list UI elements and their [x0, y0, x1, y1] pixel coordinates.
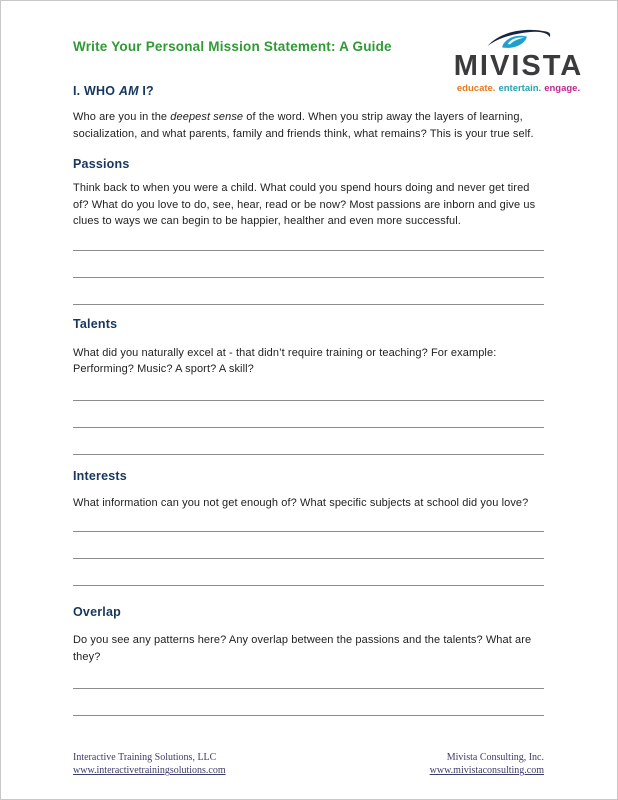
- footer-link-left[interactable]: www.interactivetrainingsolutions.com: [73, 765, 226, 776]
- document-content: [1, 1, 617, 716]
- paragraph-interests: What information can you not get enough of? What specific subjects at school did you love?: [73, 496, 529, 509]
- writing-line: [73, 695, 544, 716]
- tagline-educate: educate.: [456, 83, 496, 94]
- writing-line: [73, 230, 544, 251]
- paragraph-text: Who are you in the: [73, 111, 171, 123]
- paragraph-who-am-i: [73, 109, 544, 142]
- heading-text: I?: [138, 84, 154, 98]
- writing-line: [73, 538, 544, 559]
- footer-link-right[interactable]: www.mivistaconsulting.com: [429, 765, 544, 776]
- writing-line: [73, 434, 544, 455]
- writing-line: [73, 284, 544, 305]
- logo-wordmark: MIVISTA: [453, 50, 584, 82]
- writing-line: [73, 257, 544, 278]
- paragraph-italic-text: deepest sense: [170, 111, 244, 123]
- paragraph-text: of the word. When you strip away the layers of learning, socialization, and what parents, family and friends think, what remains? This is your true self.: [73, 111, 534, 140]
- tagline-entertain: entertain.: [498, 83, 542, 94]
- paragraph-overlap: Do you see any patterns here? Any overlap between the passions and the talents? What are they?: [73, 634, 532, 663]
- section-heading-overlap: Overlap: [73, 605, 121, 619]
- paragraph-passions: Think back to when you were a child. What could you spend hours doing and never get tired of? What do you love to do, see, hear, read or be now? Most passions are inborn and give us clues to ways we can begin to be happier, healther and even more successful.: [73, 182, 536, 227]
- footer-company-right: Mivista Consulting, Inc.: [446, 752, 544, 763]
- tagline-engage: engage.: [544, 83, 581, 94]
- section-heading-who-am-i: [73, 84, 544, 98]
- footer-left: [73, 751, 226, 777]
- writing-lines-overlap: [73, 668, 544, 716]
- footer-right: [430, 751, 544, 777]
- writing-line: [73, 380, 544, 401]
- heading-text: I. WHO: [73, 84, 119, 98]
- section-heading-passions: Passions: [73, 157, 130, 171]
- heading-italic-text: AM: [118, 84, 139, 98]
- section-heading-interests: Interests: [73, 468, 127, 483]
- writing-lines-talents: [73, 380, 544, 455]
- page-title: Write Your Personal Mission Statement: A Guide: [73, 39, 392, 54]
- section-heading-talents: Talents: [73, 316, 118, 331]
- page-footer: [73, 751, 544, 777]
- paragraph-talents: What did you naturally excel at - that didn’t require training or teaching? For example: Performing? Music? A sport? A skill?: [73, 346, 497, 375]
- writing-line: [73, 407, 544, 428]
- writing-lines-interests: [73, 511, 544, 586]
- footer-company-left: Interactive Training Solutions, LLC: [73, 752, 217, 763]
- writing-line: [73, 668, 544, 689]
- writing-lines-passions: [73, 230, 544, 305]
- writing-line: [73, 565, 544, 586]
- writing-line: [73, 511, 544, 532]
